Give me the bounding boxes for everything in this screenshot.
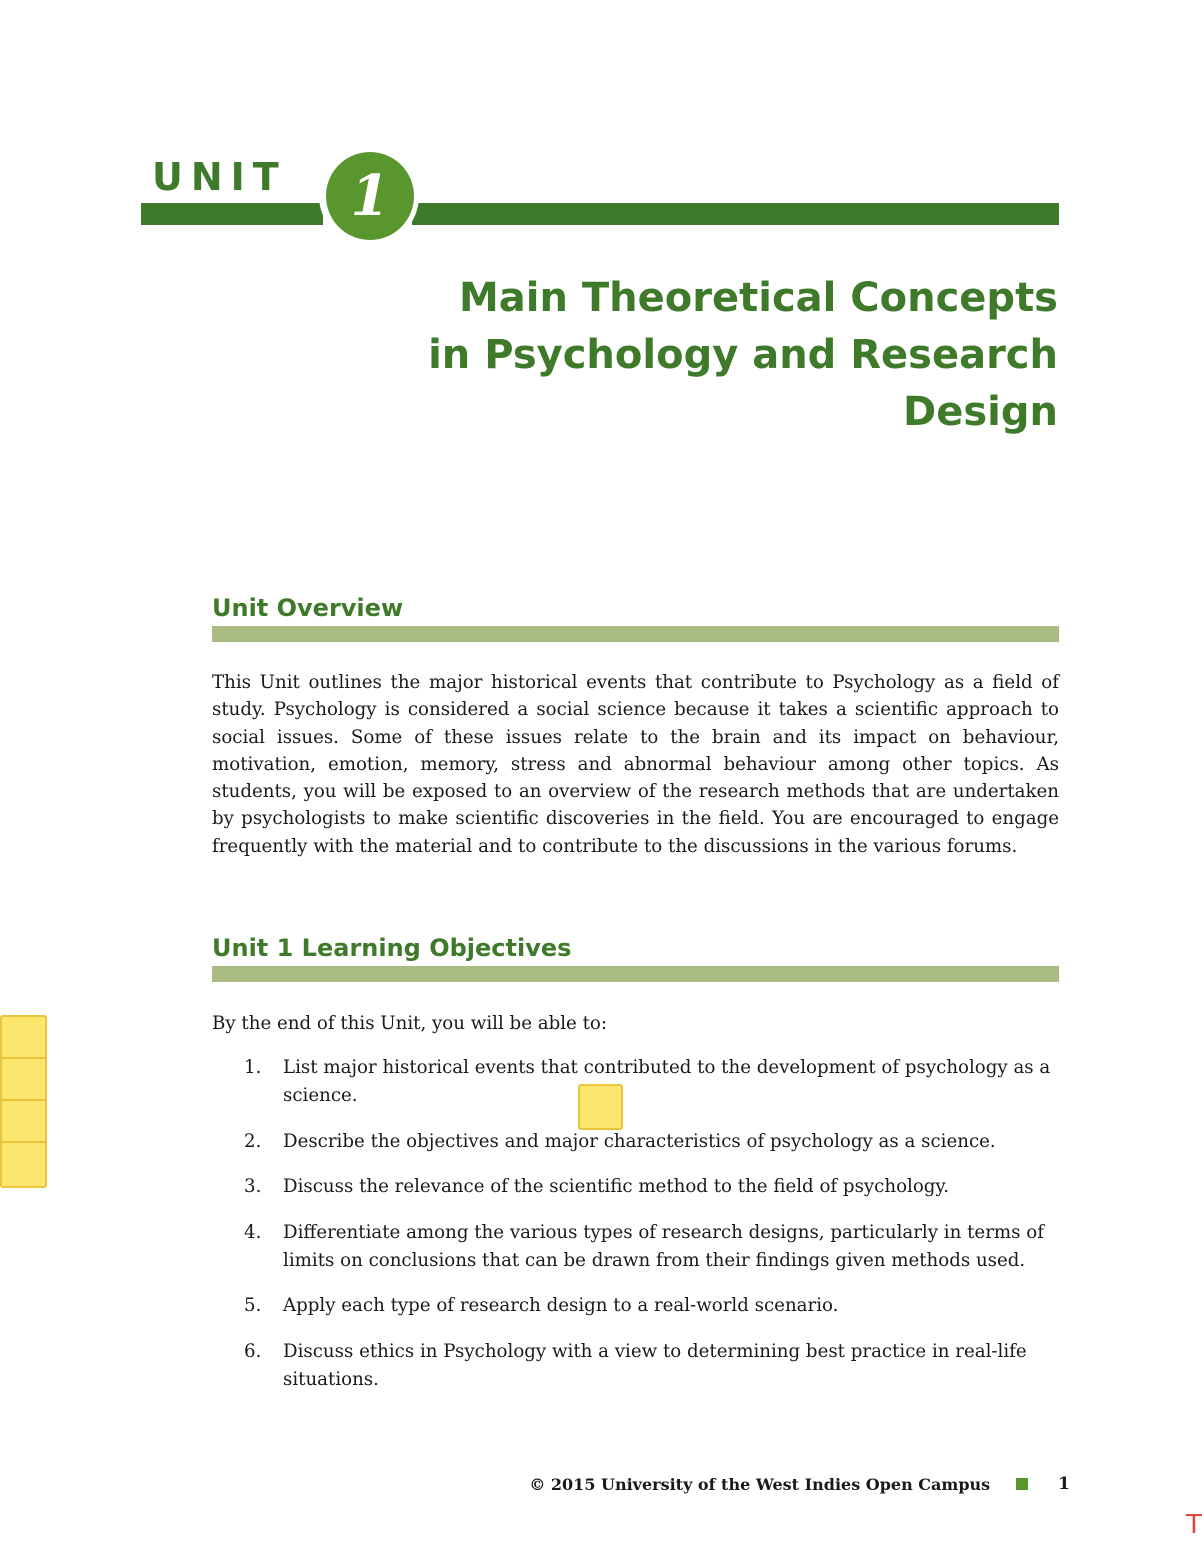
unit-bar-right bbox=[412, 203, 1059, 225]
unit-title bbox=[358, 270, 1058, 441]
objective-item bbox=[212, 1219, 1059, 1275]
page-number: 1 bbox=[1058, 1474, 1070, 1494]
objective-text: Apply each type of research design to a real-world scenario. bbox=[283, 1295, 839, 1316]
objective-item bbox=[212, 1338, 1059, 1394]
objective-item bbox=[212, 1054, 1059, 1110]
objective-number: 5. bbox=[244, 1295, 262, 1316]
annotation-marker[interactable] bbox=[0, 1141, 47, 1188]
objectives-heading: Unit 1 Learning Objectives bbox=[212, 934, 572, 962]
unit-title-line: Main Theoretical Concepts bbox=[458, 275, 1058, 321]
unit-bar-left bbox=[141, 203, 323, 225]
annotation-marker[interactable] bbox=[0, 1099, 47, 1145]
objective-number: 4. bbox=[244, 1221, 262, 1243]
overview-heading: Unit Overview bbox=[212, 594, 404, 622]
objective-item bbox=[212, 1292, 1059, 1320]
copyright-text: © 2015 University of the West Indies Open Campus bbox=[529, 1474, 991, 1494]
objective-number: 2. bbox=[244, 1130, 262, 1152]
annotation-marker[interactable] bbox=[578, 1084, 623, 1130]
objective-text: Differentiate among the various types of research designs, particularly in terms of limits on conclusions that can be drawn from their findings given methods used. bbox=[283, 1221, 1044, 1271]
objective-item bbox=[212, 1128, 1059, 1156]
unit-number: 1 bbox=[350, 163, 390, 229]
unit-title-line: in Psychology and Research bbox=[428, 332, 1058, 378]
overview-paragraph: This Unit outlines the major historical events that contribute to Psychology as a field of study. Psychology is considered a social science because it takes a scientific approach to social issues. Some of these issues relate to the brain and its impact on behaviour, motivation, emotion, memory, stress and abnormal behaviour among other topics. As students, you will be exposed to an overview of the research methods that are undertaken by psychologists to make scientific discoveries in the field. You are encouraged to engage frequently with the material and to contribute to the discussions in the various forums. bbox=[212, 672, 1059, 857]
objective-item bbox=[212, 1173, 1059, 1201]
corner-mark[interactable]: T bbox=[1186, 1510, 1202, 1540]
objective-text: Discuss ethics in Psychology with a view to determining best practice in real-life situations. bbox=[283, 1340, 1027, 1390]
page-footer bbox=[529, 1474, 1070, 1494]
annotation-marker[interactable] bbox=[0, 1057, 47, 1103]
objective-text: Describe the objectives and major characteristics of psychology as a science. bbox=[283, 1130, 996, 1152]
annotation-marker[interactable] bbox=[0, 1015, 47, 1061]
unit-number-badge bbox=[326, 152, 414, 240]
objective-number: 6. bbox=[244, 1340, 262, 1362]
objective-text: Discuss the relevance of the scientific method to the field of psychology. bbox=[283, 1176, 950, 1197]
objective-number: 3. bbox=[244, 1176, 262, 1197]
objectives-list bbox=[212, 1054, 1059, 1411]
unit-label: UNIT bbox=[152, 155, 287, 199]
objectives-rule bbox=[212, 966, 1059, 982]
footer-square-icon bbox=[1016, 1478, 1028, 1490]
objective-number: 1. bbox=[244, 1057, 262, 1078]
overview-rule bbox=[212, 626, 1059, 642]
objectives-intro: By the end of this Unit, you will be able to: bbox=[212, 1013, 607, 1034]
objective-text: List major historical events that contributed to the development of psychology as a science. bbox=[283, 1057, 1051, 1106]
unit-title-line: Design bbox=[903, 389, 1058, 435]
